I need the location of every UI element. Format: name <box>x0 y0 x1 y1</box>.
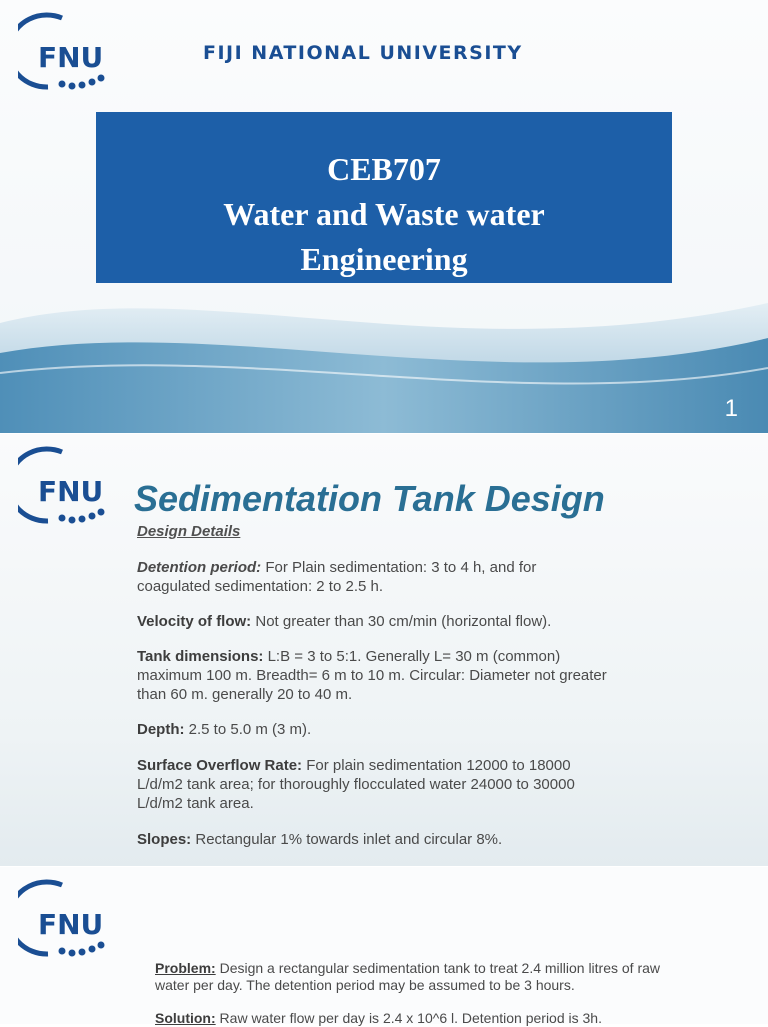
item-text: For Plain sedimentation: 3 to 4 h, and for coagulated sedimentation: 2 to 2.5 h. <box>137 559 537 595</box>
item-label: Detention period: <box>137 559 262 576</box>
tank-dimensions-item <box>137 647 607 704</box>
logo-text: FNU <box>38 475 104 508</box>
fnu-logo <box>18 446 133 526</box>
slide-title: Sedimentation Tank Design <box>134 478 605 519</box>
depth-item <box>137 720 607 739</box>
item-label: Depth: <box>137 721 185 738</box>
solution-statement <box>155 1010 665 1027</box>
slide-number: 1 <box>724 395 738 422</box>
course-title-box <box>96 112 672 283</box>
problem-statement <box>155 960 665 994</box>
item-text: 2.5 to 5.0 m (3 m). <box>184 721 312 738</box>
surface-overflow-item <box>137 756 607 813</box>
item-text: For plain sedimentation 12000 to 18000 L/d/m2 tank area; for thoroughly flocculated water 24000 to 30000 L/d/m2 tank area. <box>137 757 575 812</box>
item-text: Not greater than 30 cm/min (horizontal flow). <box>251 613 552 630</box>
item-text: L:B = 3 to 5:1. Generally L= 30 m (common) maximum 100 m. Breadth= 6 m to 10 m. Circular: Diameter not greater than 60 m. generally 20 to 40 m. <box>137 648 607 703</box>
velocity-item <box>137 612 607 631</box>
slopes-item <box>137 830 607 849</box>
solution-label: Solution: <box>155 1010 216 1026</box>
problem-text: Design a rectangular sedimentation tank to treat 2.4 million litres of raw water per day. The detention period may be assumed to be 3 hours. <box>155 960 661 993</box>
item-label: Velocity of flow: <box>137 613 252 630</box>
item-text: Rectangular 1% towards inlet and circular 8%. <box>191 831 503 848</box>
fnu-logo <box>18 12 133 92</box>
logo-text: FNU <box>38 41 104 74</box>
item-label: Surface Overflow Rate: <box>137 757 303 774</box>
fnu-logo <box>18 879 133 959</box>
wave-background <box>0 283 768 433</box>
university-name: FIJI NATIONAL UNIVERSITY <box>203 42 523 64</box>
problem-label: Problem: <box>155 960 216 976</box>
course-title-line1: Water and Waste water <box>223 196 545 232</box>
slide-3 <box>0 867 768 1024</box>
detention-period-item <box>137 558 607 596</box>
course-title-line2: Engineering <box>300 241 468 277</box>
slide-subtitle: Design Details <box>137 523 241 540</box>
logo-text: FNU <box>38 908 104 941</box>
solution-text: Raw water flow per day is 2.4 x 10^6 l. Detention period is 3h. <box>215 1010 602 1026</box>
course-code: CEB707 <box>327 151 441 187</box>
item-label: Tank dimensions: <box>137 648 264 665</box>
item-label: Slopes: <box>137 831 192 848</box>
slide-1 <box>0 0 768 433</box>
